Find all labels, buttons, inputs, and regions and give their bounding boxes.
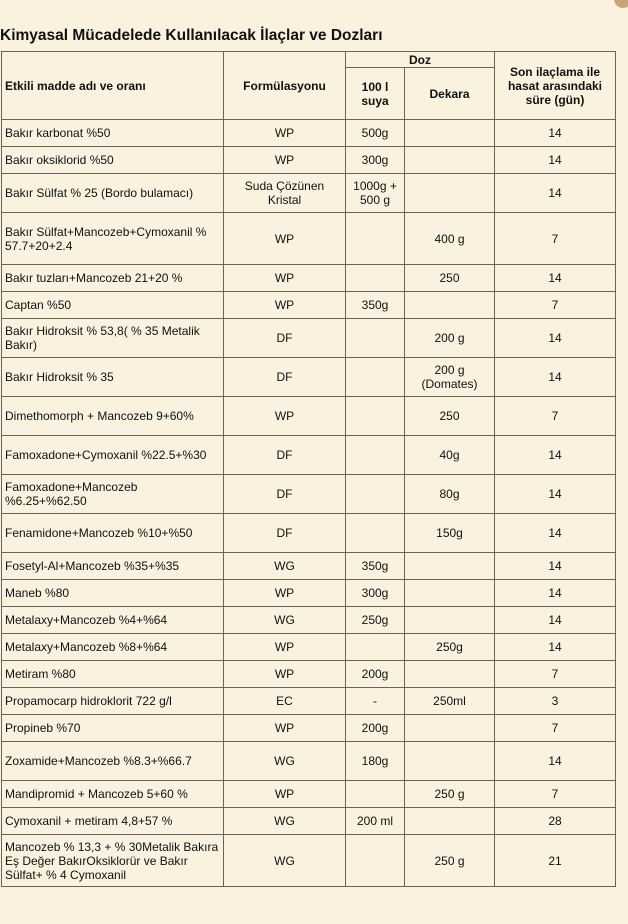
- cell-preharvest-days: 3: [495, 688, 616, 715]
- cell-formulation: EC: [224, 688, 346, 715]
- cell-active-ingredient: Cymoxanil + metiram 4,8+57 %: [2, 808, 224, 835]
- cell-preharvest-days: 14: [495, 120, 616, 147]
- cell-dose-per-100l: [346, 634, 405, 661]
- cell-formulation: WP: [224, 580, 346, 607]
- cell-active-ingredient: Bakır Hidroksit % 53,8( % 35 Metalik Bakır): [2, 319, 224, 358]
- cell-formulation: DF: [224, 319, 346, 358]
- header-per-100l: 100 l suya: [346, 68, 405, 120]
- cell-preharvest-days: 7: [495, 397, 616, 436]
- table-row: [2, 475, 616, 514]
- cell-dose-per-100l: [346, 781, 405, 808]
- page-title: Kimyasal Mücadelede Kullanılacak İlaçlar ve Dozları: [0, 27, 383, 44]
- table-row: [2, 265, 616, 292]
- cell-dose-per-100l: [346, 265, 405, 292]
- cell-formulation: WP: [224, 213, 346, 265]
- table-row: [2, 835, 616, 887]
- table-row: [2, 213, 616, 265]
- cell-preharvest-days: 14: [495, 580, 616, 607]
- table-row: [2, 120, 616, 147]
- cell-formulation: WP: [224, 147, 346, 174]
- cell-active-ingredient: Metalaxy+Mancozeb %8+%64: [2, 634, 224, 661]
- header-formulation: Formülasyonu: [224, 52, 346, 120]
- table-row: [2, 715, 616, 742]
- cell-dose-per-decare: [405, 808, 495, 835]
- cell-formulation: WG: [224, 742, 346, 781]
- cell-preharvest-days: 21: [495, 835, 616, 887]
- header-active-ingredient: Etkili madde adı ve oranı: [2, 52, 224, 120]
- cell-preharvest-days: 14: [495, 607, 616, 634]
- pesticide-dose-table: [1, 51, 616, 887]
- cell-dose-per-decare: 250 g: [405, 835, 495, 887]
- cell-dose-per-decare: [405, 553, 495, 580]
- cell-active-ingredient: Bakır oksiklorid %50: [2, 147, 224, 174]
- table-row: [2, 742, 616, 781]
- cell-dose-per-100l: -: [346, 688, 405, 715]
- table-row: [2, 781, 616, 808]
- table-row: [2, 292, 616, 319]
- cell-dose-per-100l: [346, 213, 405, 265]
- cell-formulation: DF: [224, 358, 346, 397]
- cell-dose-per-100l: 300g: [346, 147, 405, 174]
- cell-formulation: WP: [224, 292, 346, 319]
- cell-dose-per-decare: [405, 715, 495, 742]
- cell-formulation: WG: [224, 553, 346, 580]
- cell-active-ingredient: Bakır tuzları+Mancozeb 21+20 %: [2, 265, 224, 292]
- cell-formulation: WG: [224, 808, 346, 835]
- table-row: [2, 436, 616, 475]
- cell-dose-per-decare: 80g: [405, 475, 495, 514]
- cell-dose-per-decare: [405, 147, 495, 174]
- cell-dose-per-100l: 200g: [346, 715, 405, 742]
- table-row: [2, 358, 616, 397]
- cell-dose-per-100l: 350g: [346, 553, 405, 580]
- decorative-corner-circle: [614, 0, 628, 8]
- cell-dose-per-decare: 150g: [405, 514, 495, 553]
- table-header: [2, 52, 616, 120]
- cell-dose-per-decare: [405, 292, 495, 319]
- cell-active-ingredient: Famoxadone+Mancozeb %6.25+%62.50: [2, 475, 224, 514]
- cell-preharvest-days: 14: [495, 475, 616, 514]
- table-body: [2, 120, 616, 887]
- cell-formulation: DF: [224, 436, 346, 475]
- cell-dose-per-100l: [346, 397, 405, 436]
- cell-dose-per-decare: 40g: [405, 436, 495, 475]
- cell-dose-per-decare: 250g: [405, 634, 495, 661]
- table-row: [2, 634, 616, 661]
- cell-preharvest-days: 14: [495, 553, 616, 580]
- cell-dose-per-100l: 180g: [346, 742, 405, 781]
- cell-preharvest-days: 7: [495, 213, 616, 265]
- cell-dose-per-decare: 250 g: [405, 781, 495, 808]
- table-row: [2, 688, 616, 715]
- cell-active-ingredient: Bakır Sülfat+Mancozeb+Cymoxanil % 57.7+20+2.4: [2, 213, 224, 265]
- cell-active-ingredient: Propineb %70: [2, 715, 224, 742]
- cell-active-ingredient: Fosetyl-Al+Mancozeb %35+%35: [2, 553, 224, 580]
- table-row: [2, 147, 616, 174]
- cell-active-ingredient: Maneb %80: [2, 580, 224, 607]
- table-row: [2, 661, 616, 688]
- cell-active-ingredient: Metiram %80: [2, 661, 224, 688]
- cell-active-ingredient: Metalaxy+Mancozeb %4+%64: [2, 607, 224, 634]
- cell-dose-per-decare: [405, 120, 495, 147]
- cell-dose-per-100l: [346, 835, 405, 887]
- cell-formulation: WP: [224, 397, 346, 436]
- cell-dose-per-100l: [346, 319, 405, 358]
- cell-active-ingredient: Dimethomorph + Mancozeb 9+60%: [2, 397, 224, 436]
- cell-formulation: WP: [224, 715, 346, 742]
- cell-dose-per-100l: 300g: [346, 580, 405, 607]
- cell-dose-per-decare: 250ml: [405, 688, 495, 715]
- cell-formulation: DF: [224, 514, 346, 553]
- cell-dose-per-decare: [405, 661, 495, 688]
- cell-active-ingredient: Captan %50: [2, 292, 224, 319]
- cell-dose-per-decare: 250: [405, 265, 495, 292]
- table-row: [2, 174, 616, 213]
- cell-preharvest-days: 7: [495, 781, 616, 808]
- cell-dose-per-100l: [346, 475, 405, 514]
- cell-preharvest-days: 7: [495, 661, 616, 688]
- cell-preharvest-days: 14: [495, 742, 616, 781]
- cell-dose-per-decare: 200 g: [405, 319, 495, 358]
- cell-formulation: WP: [224, 634, 346, 661]
- cell-formulation: Suda Çözünen Kristal: [224, 174, 346, 213]
- cell-dose-per-decare: [405, 174, 495, 213]
- cell-preharvest-days: 14: [495, 147, 616, 174]
- header-per-decare: Dekara: [405, 68, 495, 120]
- cell-preharvest-days: 7: [495, 292, 616, 319]
- cell-formulation: WP: [224, 265, 346, 292]
- cell-dose-per-decare: 400 g: [405, 213, 495, 265]
- cell-dose-per-100l: [346, 514, 405, 553]
- cell-formulation: WG: [224, 835, 346, 887]
- cell-active-ingredient: Fenamidone+Mancozeb %10+%50: [2, 514, 224, 553]
- table-row: [2, 397, 616, 436]
- cell-active-ingredient: Mandipromid + Mancozeb 5+60 %: [2, 781, 224, 808]
- cell-preharvest-days: 14: [495, 436, 616, 475]
- cell-active-ingredient: Propamocarp hidroklorit 722 g/l: [2, 688, 224, 715]
- cell-dose-per-100l: 350g: [346, 292, 405, 319]
- cell-active-ingredient: Bakır Sülfat % 25 (Bordo bulamacı): [2, 174, 224, 213]
- cell-active-ingredient: Mancozeb % 13,3 + % 30Metalik Bakıra Eş Değer BakırOksiklorür ve Bakır Sülfat+ % 4 Cymoxanil: [2, 835, 224, 887]
- cell-dose-per-100l: 250g: [346, 607, 405, 634]
- cell-dose-per-decare: [405, 742, 495, 781]
- cell-dose-per-decare: 250: [405, 397, 495, 436]
- cell-formulation: WP: [224, 661, 346, 688]
- cell-preharvest-days: 14: [495, 634, 616, 661]
- cell-preharvest-days: 14: [495, 319, 616, 358]
- cell-preharvest-days: 7: [495, 715, 616, 742]
- cell-preharvest-days: 14: [495, 174, 616, 213]
- cell-dose-per-decare: [405, 580, 495, 607]
- cell-preharvest-days: 14: [495, 358, 616, 397]
- table-row: [2, 514, 616, 553]
- cell-preharvest-days: 28: [495, 808, 616, 835]
- cell-dose-per-decare: [405, 607, 495, 634]
- cell-active-ingredient: Famoxadone+Cymoxanil %22.5+%30: [2, 436, 224, 475]
- table-row: [2, 808, 616, 835]
- cell-dose-per-decare: 200 g (Domates): [405, 358, 495, 397]
- cell-formulation: DF: [224, 475, 346, 514]
- table-row: [2, 607, 616, 634]
- header-dose: Doz: [346, 52, 495, 68]
- cell-dose-per-100l: 200 ml: [346, 808, 405, 835]
- table-row: [2, 319, 616, 358]
- cell-dose-per-100l: [346, 436, 405, 475]
- cell-preharvest-days: 14: [495, 265, 616, 292]
- cell-active-ingredient: Bakır karbonat %50: [2, 120, 224, 147]
- header-preharvest-interval: Son ilaçlama ile hasat arasındaki süre (gün): [495, 52, 616, 120]
- table-row: [2, 553, 616, 580]
- cell-active-ingredient: Zoxamide+Mancozeb %8.3+%66.7: [2, 742, 224, 781]
- cell-formulation: WP: [224, 781, 346, 808]
- cell-dose-per-100l: 200g: [346, 661, 405, 688]
- cell-dose-per-100l: [346, 358, 405, 397]
- cell-dose-per-100l: 500g: [346, 120, 405, 147]
- cell-active-ingredient: Bakır Hidroksit % 35: [2, 358, 224, 397]
- cell-preharvest-days: 14: [495, 514, 616, 553]
- cell-dose-per-100l: 1000g + 500 g: [346, 174, 405, 213]
- cell-formulation: WP: [224, 120, 346, 147]
- cell-formulation: WG: [224, 607, 346, 634]
- table-row: [2, 580, 616, 607]
